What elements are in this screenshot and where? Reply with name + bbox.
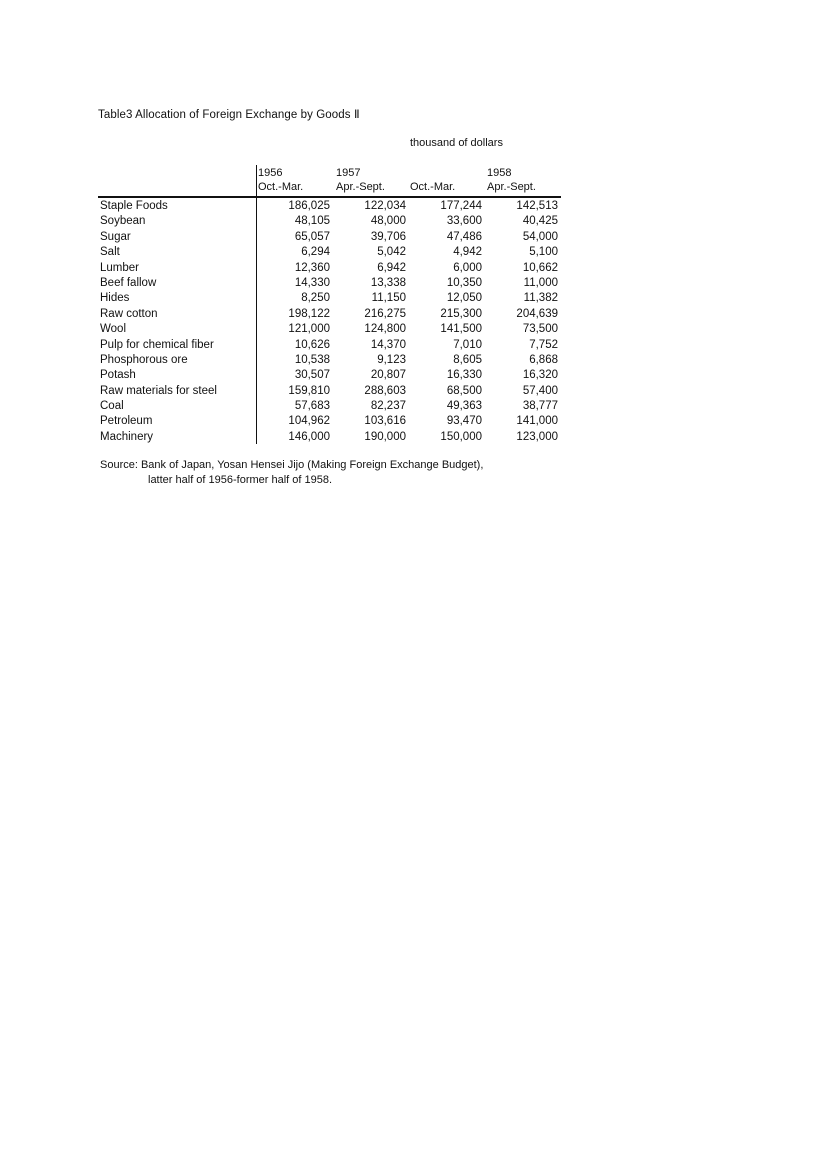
table-cell: 123,000 [516, 430, 558, 443]
table-cell: 10,350 [446, 276, 482, 289]
table-cell: 141,000 [516, 415, 558, 428]
table-cell: 9,123 [377, 353, 406, 366]
table-cell: 204,639 [516, 307, 558, 320]
table-cell: 16,320 [522, 369, 558, 382]
table-row [98, 245, 561, 260]
table-cell: 33,600 [446, 215, 482, 228]
table-cell: 6,868 [529, 353, 558, 366]
table-cell: 38,777 [522, 400, 558, 413]
table-cell: 82,237 [370, 400, 406, 413]
table-cell: 57,683 [294, 400, 330, 413]
table-cell: 288,603 [364, 384, 406, 397]
source-note [100, 458, 483, 488]
table-row [98, 322, 561, 337]
row-label: Petroleum [100, 415, 153, 428]
row-label: Wool [100, 323, 126, 336]
table-cell: 49,363 [446, 400, 482, 413]
table-cell: 190,000 [364, 430, 406, 443]
source-line-1: Source: Bank of Japan, Yosan Hensei Jijo (Making Foreign Exchange Budget), [100, 459, 484, 471]
table-cell: 54,000 [522, 230, 558, 243]
table-cell: 142,513 [516, 200, 558, 212]
table-cell: 73,500 [522, 323, 558, 336]
table-cell: 11,150 [371, 292, 406, 305]
table-cell: 10,626 [294, 338, 330, 351]
row-label: Sugar [100, 230, 131, 243]
row-label: Beef fallow [100, 276, 157, 289]
table-cell: 10,538 [294, 353, 330, 366]
table-cell: 13,338 [370, 276, 406, 289]
table-cell: 122,034 [364, 200, 406, 212]
table-row [98, 414, 561, 429]
table-cell: 14,330 [294, 276, 330, 289]
table-cell: 103,616 [364, 415, 406, 428]
table-cell: 216,275 [364, 307, 406, 320]
row-label: Raw cotton [100, 307, 158, 320]
table-row [98, 214, 561, 229]
allocation-table [98, 165, 561, 443]
table-row [98, 291, 561, 306]
table-cell: 4,942 [453, 246, 482, 259]
table-cell: 93,470 [446, 415, 482, 428]
table-header [98, 165, 561, 197]
row-label: Phosphorous ore [100, 353, 188, 366]
table-cell: 40,425 [522, 215, 558, 228]
row-label: Soybean [100, 215, 146, 228]
column-year: 1956 [258, 167, 283, 179]
row-label: Potash [100, 369, 136, 382]
table-row [98, 261, 561, 276]
table-cell: 177,244 [440, 200, 482, 212]
table-cell: 7,010 [453, 338, 482, 351]
table-cell: 48,000 [370, 215, 406, 228]
table-cell: 47,486 [446, 230, 482, 243]
table-row [98, 307, 561, 322]
table-cell: 215,300 [440, 307, 482, 320]
table-cell: 6,294 [301, 246, 330, 259]
table-row [98, 276, 561, 291]
table-cell: 8,250 [301, 292, 330, 305]
table-cell: 16,330 [446, 369, 482, 382]
table-cell: 124,800 [364, 323, 406, 336]
table-cell: 11,382 [523, 292, 558, 305]
table-cell: 14,370 [370, 338, 406, 351]
row-label: Pulp for chemical fiber [100, 338, 214, 351]
row-label: Salt [100, 246, 120, 259]
table-cell: 121,000 [288, 323, 330, 336]
table-body [98, 199, 561, 445]
table-row [98, 368, 561, 383]
table-cell: 65,057 [294, 230, 330, 243]
row-label: Raw materials for steel [100, 384, 217, 397]
table-cell: 57,400 [522, 384, 558, 397]
table-cell: 186,025 [288, 200, 330, 212]
column-period: Oct.-Mar. [410, 181, 456, 193]
source-line-2: latter half of 1956-former half of 1958. [148, 474, 333, 486]
table-cell: 5,100 [529, 246, 558, 259]
table-row [98, 430, 561, 445]
table-cell: 198,122 [288, 307, 330, 320]
table-cell: 104,962 [288, 415, 330, 428]
table-title: Table3 Allocation of Foreign Exchange by Goods Ⅱ [98, 109, 360, 121]
table-cell: 150,000 [440, 430, 482, 443]
table-cell: 6,942 [377, 261, 406, 274]
row-label: Hides [100, 292, 130, 305]
table-cell: 6,000 [453, 261, 482, 274]
table-cell: 7,752 [529, 338, 558, 351]
table-cell: 11,000 [523, 276, 558, 289]
table-cell: 8,605 [453, 353, 482, 366]
table-row [98, 399, 561, 414]
table-cell: 12,360 [294, 261, 330, 274]
table-header-rule [98, 196, 561, 198]
table-row [98, 384, 561, 399]
row-label: Machinery [100, 430, 154, 443]
table-row [98, 353, 561, 368]
row-label: Lumber [100, 261, 139, 274]
table-cell: 5,042 [377, 246, 406, 259]
table-cell: 48,105 [294, 215, 330, 228]
column-year: 1957 [336, 167, 361, 179]
table-cell: 39,706 [370, 230, 406, 243]
row-label: Coal [100, 400, 124, 413]
row-label: Staple Foods [100, 200, 168, 212]
column-period: Apr.-Sept. [336, 181, 385, 193]
table-cell: 12,050 [446, 292, 482, 305]
table-cell: 10,662 [522, 261, 558, 274]
table-cell: 20,807 [370, 369, 406, 382]
unit-label: thousand of dollars [410, 137, 503, 149]
column-period: Oct.-Mar. [258, 181, 304, 193]
table-cell: 159,810 [288, 384, 330, 397]
table-row [98, 338, 561, 353]
table-row [98, 230, 561, 245]
column-period: Apr.-Sept. [487, 181, 536, 193]
column-year: 1958 [487, 167, 512, 179]
table-cell: 30,507 [294, 369, 330, 382]
table-cell: 141,500 [440, 323, 482, 336]
table-cell: 146,000 [288, 430, 330, 443]
table-cell: 68,500 [446, 384, 482, 397]
table-row [98, 199, 561, 214]
